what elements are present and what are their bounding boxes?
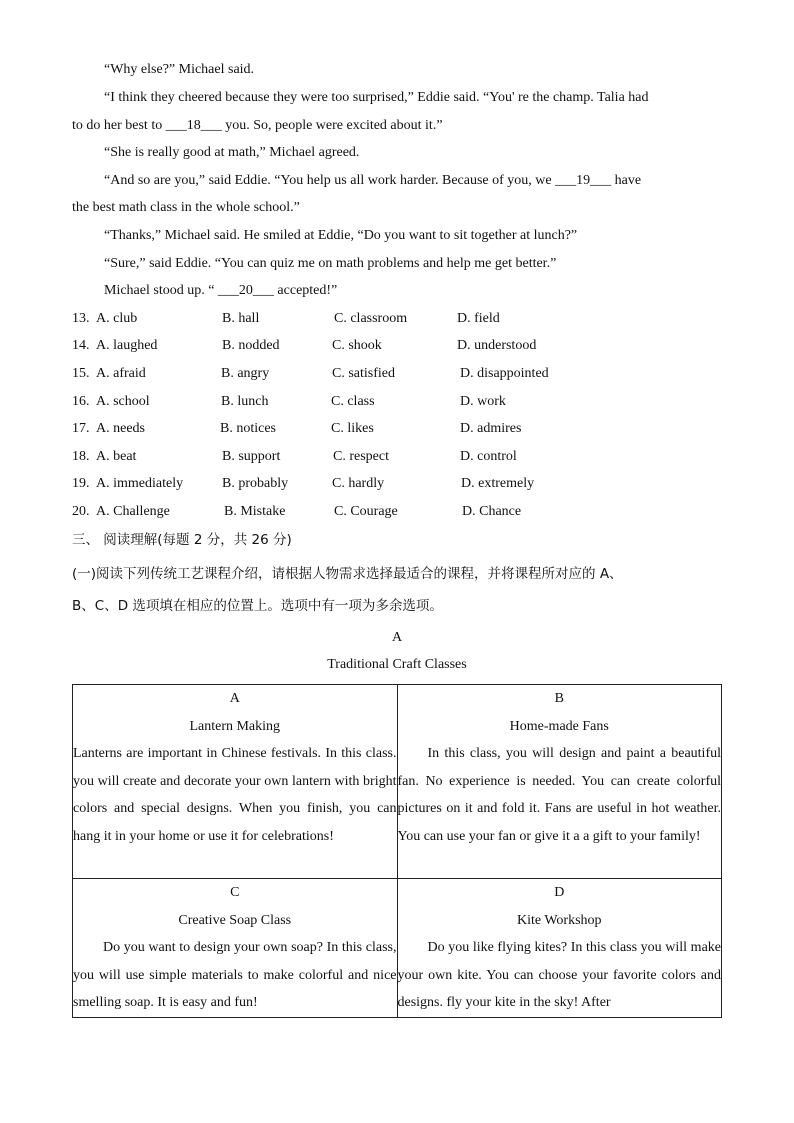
option-a: A. immediately — [96, 476, 184, 491]
class-cell-d — [397, 879, 722, 1018]
passage-letter: A — [391, 630, 403, 645]
question-number: 13. — [72, 311, 90, 326]
class-letter: D — [554, 885, 565, 900]
option-c: C. Courage — [334, 504, 398, 519]
option-a: A. club — [96, 311, 138, 326]
class-letter: A — [229, 691, 240, 706]
class-description: Do you want to design your own soap? In this class, you will use simple materials to make colorful and nice smelling soap. It is easy and fun! — [73, 940, 397, 1011]
option-a: A. afraid — [96, 366, 146, 381]
question-number: 19. — [72, 476, 90, 491]
option-a: A. school — [96, 394, 150, 409]
option-c: C. classroom — [334, 311, 408, 326]
option-a: A. needs — [96, 421, 145, 436]
table-row — [73, 685, 722, 879]
story-line: the best math class in the whole school.” — [72, 200, 300, 215]
option-d: D. Chance — [462, 504, 522, 519]
story-line: to do her best to ___18___ you. So, people were excited about it.” — [72, 118, 443, 133]
class-title: Lantern Making — [189, 718, 281, 734]
story-line: Michael stood up. “ ___20___ accepted!” — [104, 283, 338, 298]
section-heading: 三、 阅读理解(每题 2 分，共 26 分) — [72, 532, 292, 548]
table-row — [73, 879, 722, 1018]
class-title: Home-made Fans — [509, 718, 609, 734]
class-description: In this class, you will design and paint a beautiful fan. No experience is needed. You can create colorful pictures on it and fold it. Fans are useful in hot weather. You can use your fan or give it a a gift to your family! — [397, 746, 721, 844]
option-c: C. respect — [333, 449, 389, 464]
option-c: C. shook — [332, 338, 382, 353]
class-letter: C — [230, 885, 240, 900]
option-b: B. angry — [221, 366, 270, 381]
class-description: Do you like flying kites? In this class you will make your own kite. You can choose your favorite colors and designs. fly your kite in the sky! After — [397, 940, 721, 1011]
option-b: B. nodded — [222, 338, 280, 353]
question-number: 16. — [72, 394, 90, 409]
class-description: Lanterns are important in Chinese festivals. In this class. you will create and decorate your own lantern with bright colors and special designs. When you finish, you can hang it in your home or use it for celebrations! — [73, 746, 397, 844]
craft-classes-table — [72, 684, 722, 1018]
question-number: 20. — [72, 504, 90, 519]
option-c: C. hardly — [332, 476, 385, 491]
option-d: D. work — [460, 394, 506, 409]
option-a: A. beat — [96, 449, 137, 464]
story-line: “Thanks,” Michael said. He smiled at Eddie, “Do you want to sit together at lunch?” — [104, 228, 578, 243]
story-line: “Why else?” Michael said. — [104, 62, 255, 77]
story-line: “And so are you,” said Eddie. “You help us all work harder. Because of you, we ___19___ have — [104, 173, 642, 188]
option-c: C. satisfied — [332, 366, 395, 381]
option-d: D. field — [457, 311, 500, 326]
option-d: D. admires — [460, 421, 522, 436]
instruction-line: (一)阅读下列传统工艺课程介绍，请根据人物需求选择最适合的课程，并将课程所对应的 A、 — [72, 566, 623, 582]
question-number: 17. — [72, 421, 90, 436]
class-cell-b — [397, 685, 722, 879]
option-b: B. hall — [222, 311, 260, 326]
option-c: C. likes — [331, 421, 374, 436]
story-line: “I think they cheered because they were too surprised,” Eddie said. “You' re the champ. Talia had — [104, 90, 649, 105]
class-cell-a — [73, 685, 398, 879]
option-a: A. laughed — [96, 338, 158, 353]
question-number: 18. — [72, 449, 90, 464]
story-line: “Sure,” said Eddie. “You can quiz me on math problems and help me get better.” — [104, 256, 557, 271]
option-b: B. probably — [222, 476, 289, 491]
question-number: 14. — [72, 338, 90, 353]
option-b: B. lunch — [221, 394, 269, 409]
question-number: 15. — [72, 366, 90, 381]
class-letter: B — [554, 691, 564, 706]
class-title: Kite Workshop — [516, 912, 602, 928]
option-a: A. Challenge — [96, 504, 170, 519]
option-d: D. understood — [457, 338, 537, 353]
option-c: C. class — [331, 394, 375, 409]
option-b: B. Mistake — [224, 504, 286, 519]
option-b: B. support — [222, 449, 281, 464]
class-title: Creative Soap Class — [178, 912, 292, 928]
class-cell-c — [73, 879, 398, 1018]
option-d: D. control — [460, 449, 517, 464]
option-d: D. extremely — [461, 476, 535, 491]
passage-title: Traditional Craft Classes — [327, 657, 467, 672]
option-b: B. notices — [220, 421, 276, 436]
option-d: D. disappointed — [460, 366, 549, 381]
story-line: “She is really good at math,” Michael agreed. — [104, 145, 360, 160]
instruction-line: B、C、D 选项填在相应的位置上。选项中有一项为多余选项。 — [72, 598, 443, 614]
